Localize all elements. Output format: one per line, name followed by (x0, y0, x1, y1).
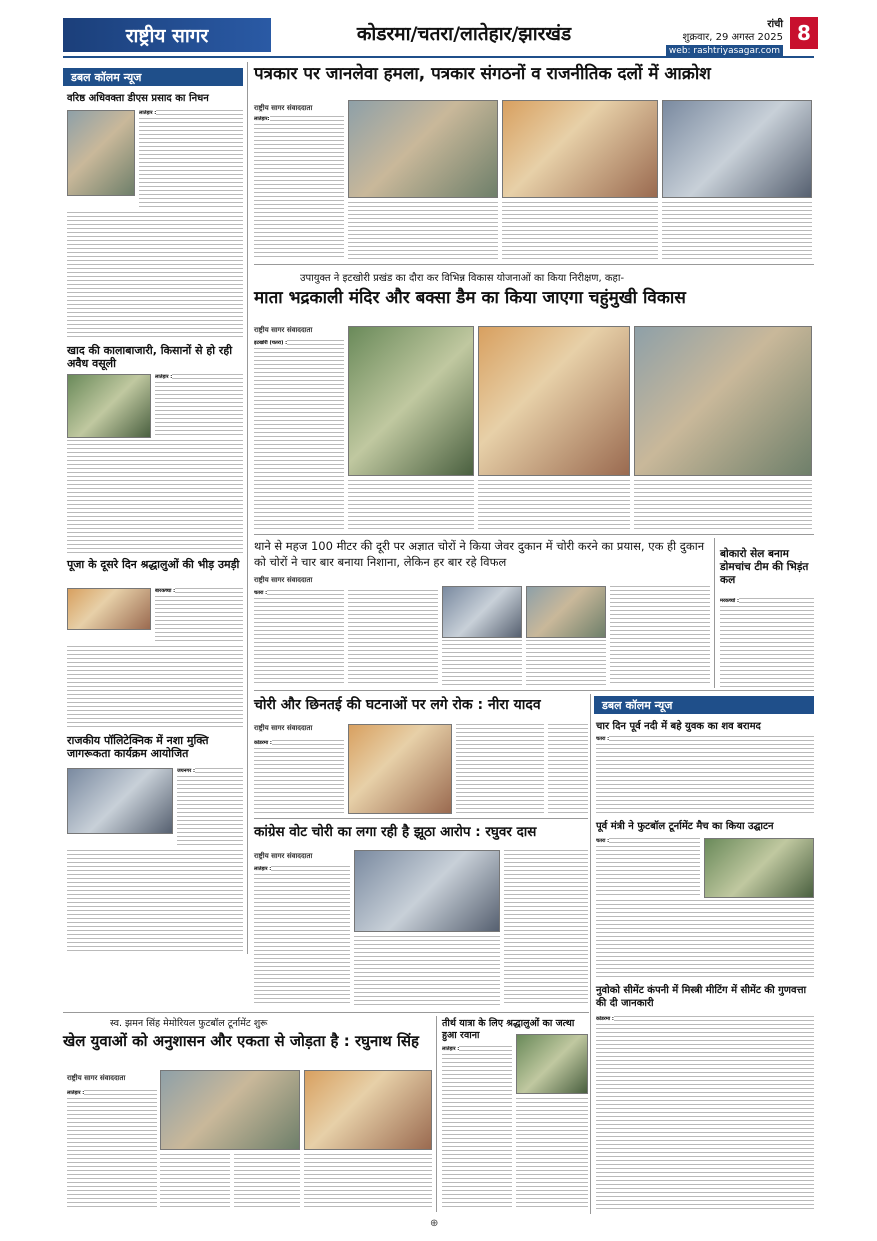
lead-byline: राष्ट्रीय सागर संवाददाता (254, 104, 313, 112)
side-city: मरकच्चो : (720, 598, 739, 604)
rule-4 (254, 818, 588, 819)
story5-byline: राष्ट्रीय सागर संवाददाता (254, 852, 313, 860)
story3-body-col1 (254, 590, 344, 686)
story4-body-col1 (254, 740, 344, 814)
left-item2-title: खाद की कालाबाजारी, किसानों से हो रही अवैध वसूली (67, 344, 233, 370)
left-item3-city: बारकच्चा : (155, 588, 176, 594)
right-item2-title: पूर्व मंत्री ने फुटबॉल टूर्नामेंट मैच का किया उद्घाटन (596, 821, 774, 832)
story3-body-col3 (442, 640, 522, 686)
story6-photo-1 (160, 1070, 300, 1150)
story6-photo-2 (304, 1070, 432, 1150)
polytechnic-photo (67, 768, 173, 834)
footer-ornament-icon: ⊕ (430, 1218, 439, 1229)
story3-headline: थाने से महज 100 मीटर की दूरी पर अज्ञात चोरों ने किया जेवर दुकान में चोरी करने का प्रयास, एक ही दुकान को चोरों ने चार बार बनाया निशाना, लेकिन हर बार रहे विफल (254, 539, 705, 569)
story4-city: कोडरमा : (254, 740, 272, 746)
story3-photo-2 (526, 586, 606, 638)
left-item4-city: जयनगर : (177, 768, 195, 774)
story3-city: चतरा : (254, 590, 268, 596)
side-headline: बोकारो सेल बनाम डोमचांच टीम की भिड़ंत कल (720, 548, 809, 586)
story3-byline: राष्ट्रीय सागर संवाददाता (254, 576, 313, 584)
side-body (720, 598, 814, 688)
column-divider (247, 62, 248, 954)
rule-3 (254, 690, 814, 691)
story7-body-col2 (516, 1098, 588, 1210)
story5-photo (354, 850, 500, 932)
story4-headline: चोरी और छिनतई की घटनाओं पर लगे रोक : नीरा यादव (254, 697, 541, 713)
lead-photo-3 (662, 100, 812, 198)
story7-body-col1 (442, 1046, 512, 1210)
story3-body-col2 (348, 590, 438, 686)
right-item3-body (596, 1016, 814, 1210)
story4-byline: राष्ट्रीय सागर संवाददाता (254, 724, 313, 732)
story5-headline: कांग्रेस वोट चोरी का लगा रही है झूठा आरोप : रघुवर दास (254, 824, 537, 840)
left-item2-body2 (67, 440, 243, 554)
story7-photo (516, 1034, 588, 1094)
lead-body-col2 (348, 202, 498, 260)
left-item1-body (139, 110, 243, 210)
story2-headline: माता भद्रकाली मंदिर और बक्सा डैम का किया जाएगा चहुंमुखी विकास (254, 288, 686, 308)
story2-kicker: उपायुक्त ने इटखोरी प्रखंड का दौरा कर विभिन्न विकास योजनाओं का किया निरीक्षण, कहा- (300, 273, 625, 284)
lead-photo-1 (348, 100, 498, 198)
right-item2-city: चतरा : (596, 838, 610, 844)
story6-byline: राष्ट्रीय सागर संवाददाता (67, 1074, 126, 1082)
lead-body-col3 (502, 202, 658, 260)
story4-body-col3 (548, 724, 588, 814)
rule-5 (63, 1012, 589, 1013)
story2-body-col2 (348, 480, 474, 530)
story2-photo-2 (478, 326, 630, 476)
story6-kicker: स्व. झमन सिंह मेमोरियल फुटबॉल टूर्नामेंट शुरू (110, 1018, 268, 1029)
story3-body-col4 (526, 640, 606, 686)
lead-city: लातेहार: (254, 116, 270, 122)
story6-body-col1 (67, 1090, 157, 1210)
football-photo (704, 838, 814, 898)
date: शुक्रवार, 29 अगस्त 2025 (682, 32, 783, 43)
story6-body-col4 (304, 1154, 432, 1210)
section-bar-right: डबल कॉलम न्यूज (594, 696, 814, 714)
portrait-photo (67, 110, 135, 196)
left-item3-title: पूजा के दूसरे दिन श्रद्धालुओं की भीड़ उमड़ी (67, 558, 240, 571)
dateline (633, 18, 783, 58)
rule-2 (254, 534, 814, 535)
right-item1-title: चार दिन पूर्व नदी में बहे युवक का शव बरामद (596, 721, 761, 732)
right-item1-body (596, 736, 814, 816)
left-item1-title: वरिष्ठ अधिवक्ता डीएस प्रसाद का निधन (67, 93, 209, 104)
left-item2-city: लातेहार : (155, 374, 173, 380)
story7-city: लातेहार : (442, 1046, 460, 1052)
story5-body-col1 (254, 866, 350, 1006)
story5-city: लातेहार : (254, 866, 272, 872)
right-item1-city: चतरा : (596, 736, 610, 742)
story4-body-col2 (456, 724, 544, 814)
lead-body-col4 (662, 202, 812, 260)
left-item4-body2 (67, 850, 243, 954)
lead-photo-2 (502, 100, 658, 198)
left-item4-title: राजकीय पॉलिटेक्निक में नशा मुक्ति जागरूकता कार्यक्रम आयोजित (67, 734, 209, 760)
section-bar-left: डबल कॉलम न्यूज (63, 68, 243, 86)
fertilizer-photo (67, 374, 151, 438)
story2-byline: राष्ट्रीय सागर संवाददाता (254, 326, 313, 334)
left-item1-body2 (67, 212, 243, 340)
left-item4-body (177, 768, 243, 848)
lead-headline: पत्रकार पर जानलेवा हमला, पत्रकार संगठनों व राजनीतिक दलों में आक्रोश (254, 64, 711, 84)
story3-photo-1 (442, 586, 522, 638)
left-item3-body (155, 588, 243, 644)
story2-body-col1 (254, 340, 344, 530)
right-item2-body (596, 838, 700, 898)
story2-photo-1 (348, 326, 474, 476)
right-divider (590, 694, 591, 1214)
story7-headline: तीर्थ यात्रा के लिए श्रद्धालुओं का जत्था हुआ रवाना (442, 1018, 575, 1041)
right-item2-body2 (596, 900, 814, 980)
story2-city: इटखोरी (चतरा) : (254, 340, 288, 346)
story4-photo (348, 724, 452, 814)
left-item1-city: लातेहार : (139, 110, 157, 116)
story2-body-col4 (634, 480, 812, 530)
website: web: rashtriyasagar.com (666, 45, 783, 58)
story6-body-col2 (160, 1154, 230, 1210)
region-title: कोडरमा/चतरा/लातेहार/झारखंड (356, 23, 572, 45)
story2-photo-3 (634, 326, 812, 476)
rule-1 (254, 264, 814, 265)
page-number: 8 (790, 17, 818, 49)
right-item3-title: नुवोको सीमेंट कंपनी में मिस्त्री मीटिंग में सीमेंट की गुणवत्ता की दी जानकारी (596, 985, 807, 1009)
left-item2-body (155, 374, 243, 438)
story2-body-col3 (478, 480, 630, 530)
story6-body-col3 (234, 1154, 300, 1210)
right-item3-city: कोडरमा : (596, 1016, 614, 1022)
story3-body-col5 (610, 586, 710, 686)
lead-body-col1 (254, 116, 344, 260)
story7-divider (436, 1016, 437, 1212)
city: रांची (767, 19, 783, 30)
story5-body-col3 (504, 850, 588, 1006)
story6-city: लातेहार : (67, 1090, 85, 1096)
story6-headline: खेल युवाओं को अनुशासन और एकता से जोड़ता है : रघुनाथ सिंह (63, 1032, 419, 1050)
side-divider (714, 538, 715, 688)
page-header (63, 14, 814, 58)
masthead: राष्ट्रीय सागर (63, 18, 271, 52)
puja-photo (67, 588, 151, 630)
story5-body-col2 (354, 936, 500, 1006)
left-item3-body2 (67, 646, 243, 730)
